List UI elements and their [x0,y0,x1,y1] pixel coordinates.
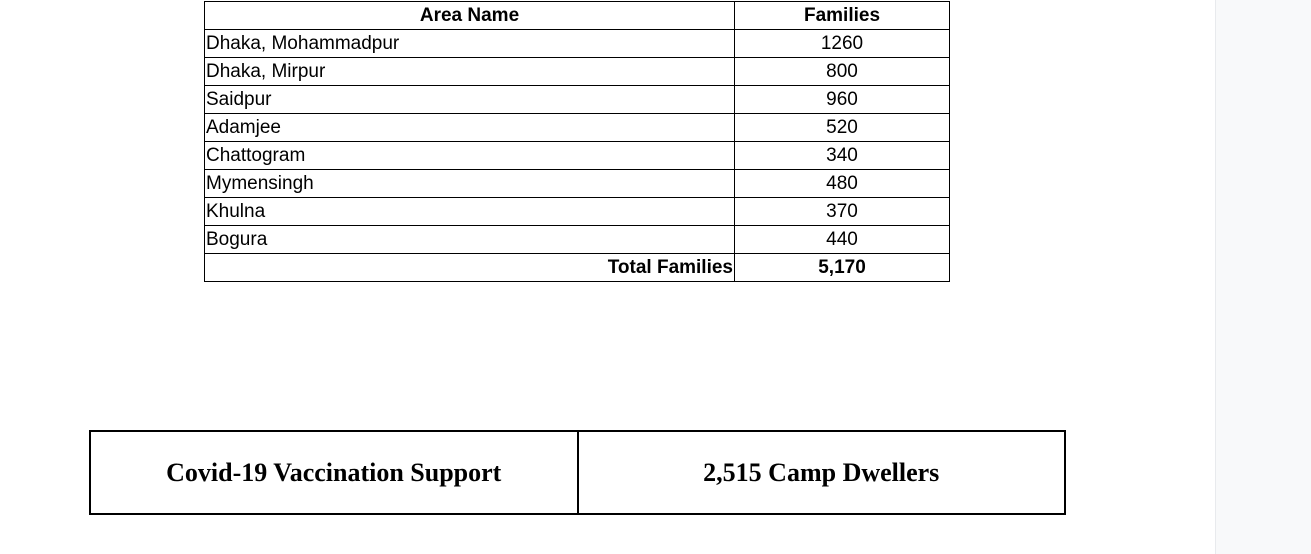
area-name-cell: Bogura [205,226,735,254]
table-row [205,30,950,58]
families-header: Families [735,2,950,30]
area-name-cell: Mymensingh [205,170,735,198]
right-side-panel [1215,0,1311,554]
table-header-row [205,2,950,30]
table-row [205,142,950,170]
area-name-cell: Saidpur [205,86,735,114]
camp-dwellers-value: 2,515 Camp Dwellers [578,431,1066,514]
families-cell: 1260 [735,30,950,58]
area-name-cell: Dhaka, Mirpur [205,58,735,86]
area-name-cell: Dhaka, Mohammadpur [205,30,735,58]
table-row [90,431,1065,514]
table-row [205,198,950,226]
covid-vaccination-table [89,430,1066,515]
area-name-cell: Chattogram [205,142,735,170]
families-cell: 520 [735,114,950,142]
total-families-value: 5,170 [735,254,950,282]
families-table [204,1,950,282]
table-row [205,58,950,86]
families-cell: 340 [735,142,950,170]
families-cell: 480 [735,170,950,198]
area-name-cell: Adamjee [205,114,735,142]
families-cell: 440 [735,226,950,254]
families-cell: 370 [735,198,950,226]
total-families-label: Total Families [205,254,735,282]
area-name-header: Area Name [205,2,735,30]
table-row [205,170,950,198]
families-cell: 960 [735,86,950,114]
families-cell: 800 [735,58,950,86]
table-row [205,114,950,142]
table-row [205,86,950,114]
area-name-cell: Khulna [205,198,735,226]
covid-vaccination-label: Covid-19 Vaccination Support [90,431,578,514]
total-row [205,254,950,282]
table-row [205,226,950,254]
